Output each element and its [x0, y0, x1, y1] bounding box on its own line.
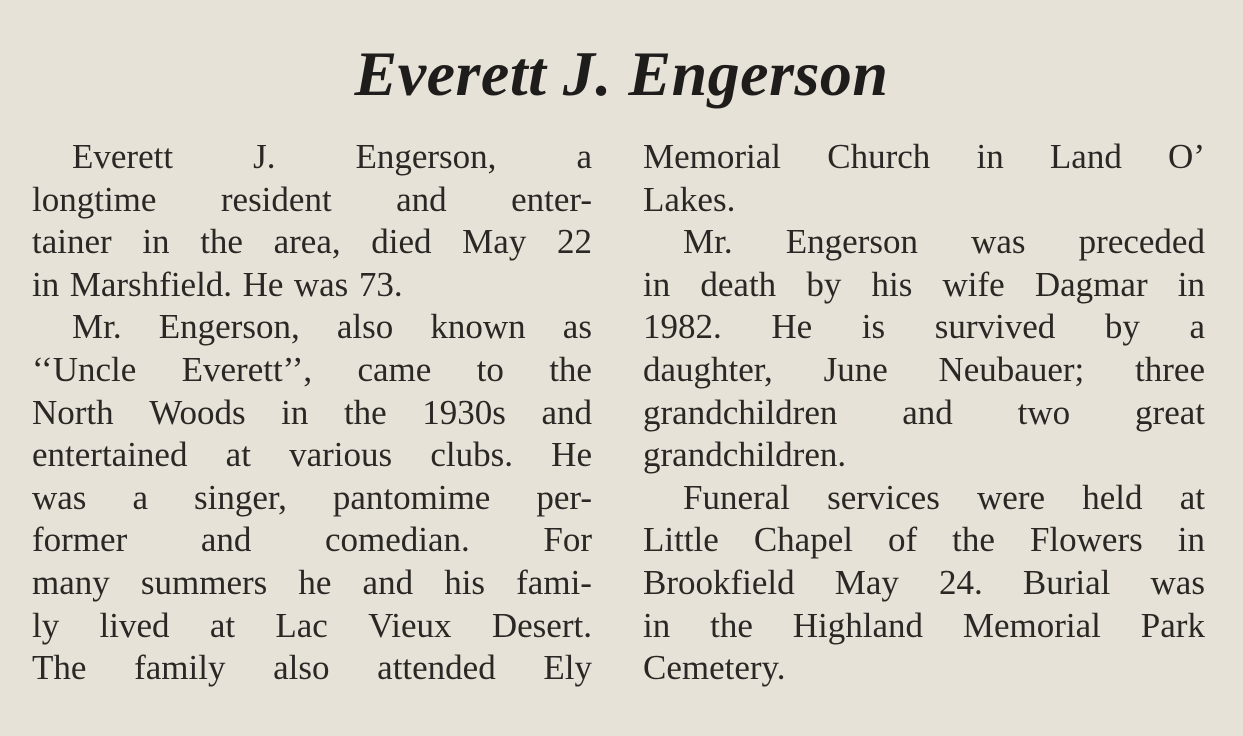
- text-line: [32, 477, 592, 520]
- text-word: enter-: [511, 179, 592, 219]
- text-word: and: [396, 179, 447, 219]
- text-line: [643, 136, 1205, 179]
- text-word: He: [771, 307, 813, 347]
- text-word: of: [887, 520, 918, 560]
- text-word: the: [952, 520, 995, 560]
- text-word: as: [562, 307, 592, 347]
- text-word: For: [543, 520, 592, 560]
- text-word: in: [1177, 520, 1205, 560]
- text-word: 24.: [939, 562, 983, 602]
- text-word: 22: [556, 222, 592, 262]
- text-line: [643, 434, 1205, 477]
- text-word: pantomime: [332, 477, 491, 517]
- text-word: Engerson: [785, 222, 918, 262]
- text-word: lived: [99, 605, 170, 645]
- text-word: grandchildren: [643, 392, 838, 432]
- text-line: [32, 221, 592, 264]
- text-word: Lakes.: [643, 179, 736, 219]
- text-word: Ely: [543, 648, 592, 688]
- text-line: [32, 349, 592, 392]
- text-word: various: [289, 435, 393, 475]
- text-line: [643, 221, 1205, 264]
- text-word: death: [700, 264, 777, 304]
- text-word: in: [142, 222, 170, 262]
- text-line: [32, 519, 592, 562]
- text-word: ‘‘Uncle: [32, 349, 137, 389]
- text-word: Dagmar: [1034, 264, 1148, 304]
- text-word: held: [1082, 477, 1143, 517]
- text-word: were: [977, 477, 1046, 517]
- text-word: a: [1189, 307, 1205, 347]
- text-word: also: [336, 307, 394, 347]
- text-column-left: [32, 136, 592, 690]
- text-word: his: [444, 562, 486, 602]
- text-word: and: [541, 392, 592, 432]
- text-word: at: [225, 435, 251, 475]
- text-word: he: [298, 562, 332, 602]
- text-word: by: [1104, 307, 1140, 347]
- text-word: was: [293, 264, 349, 304]
- text-word: services: [827, 477, 940, 517]
- text-word: The: [32, 648, 87, 688]
- text-word: attended: [377, 648, 496, 688]
- text-word: Memorial: [643, 137, 782, 176]
- text-word: entertained: [32, 435, 188, 475]
- text-word: was: [32, 477, 87, 517]
- text-word: family: [134, 648, 226, 688]
- text-word: was: [971, 222, 1026, 262]
- text-word: in: [976, 137, 1004, 176]
- text-line: [643, 605, 1205, 648]
- text-word: resident: [220, 179, 332, 219]
- text-word: is: [861, 307, 886, 347]
- text-word: summers: [140, 562, 268, 602]
- text-line: [643, 306, 1205, 349]
- text-word: Brookfield: [643, 562, 795, 602]
- text-word: the: [549, 349, 592, 389]
- text-line: [32, 647, 592, 690]
- text-word: known: [430, 307, 526, 347]
- text-word: survived: [934, 307, 1056, 347]
- text-word: area,: [273, 222, 341, 262]
- text-word: 1982.: [643, 307, 722, 347]
- text-word: came: [357, 349, 432, 389]
- text-word: the: [710, 605, 753, 645]
- text-word: his: [871, 264, 913, 304]
- text-word: in: [643, 605, 671, 645]
- text-word: singer,: [193, 477, 287, 517]
- text-word: tainer: [32, 222, 112, 262]
- text-word: in: [1177, 264, 1205, 304]
- text-line: [32, 605, 592, 648]
- text-word: Burial: [1022, 562, 1111, 602]
- text-word: Desert.: [491, 605, 592, 645]
- text-line: [32, 264, 592, 307]
- text-word: Woods: [149, 392, 246, 432]
- text-word: and: [362, 562, 414, 602]
- text-word: three: [1135, 349, 1205, 389]
- text-word: Funeral: [683, 477, 790, 517]
- text-word: Lac: [275, 605, 328, 645]
- text-word: the: [343, 392, 387, 432]
- text-line: [32, 179, 592, 222]
- text-word: O’: [1168, 137, 1205, 176]
- text-word: J.: [253, 137, 276, 176]
- text-line: [32, 434, 592, 477]
- text-word: Church: [827, 137, 931, 176]
- text-word: Park: [1140, 605, 1205, 645]
- text-word: June: [823, 349, 888, 389]
- text-word: fami-: [516, 562, 592, 602]
- text-word: Vieux: [368, 605, 452, 645]
- text-line: [32, 562, 592, 605]
- obituary-headline: Everett J. Engerson: [354, 38, 889, 109]
- text-word: Everett: [72, 137, 174, 176]
- text-line: [643, 562, 1205, 605]
- text-word: He: [242, 264, 284, 304]
- text-word: former: [32, 520, 128, 560]
- text-line: [643, 264, 1205, 307]
- text-word: by: [806, 264, 842, 304]
- text-word: to: [476, 349, 504, 389]
- text-line: [643, 477, 1205, 520]
- text-line: [32, 136, 592, 179]
- text-word: Engerson,: [158, 307, 300, 347]
- text-word: daughter,: [643, 349, 773, 389]
- text-line: [32, 306, 592, 349]
- text-word: May: [834, 562, 899, 602]
- text-word: per-: [536, 477, 592, 517]
- text-word: in: [643, 264, 671, 304]
- text-line: [643, 647, 1205, 690]
- text-column-right: [643, 136, 1205, 690]
- text-word: preceded: [1078, 222, 1205, 262]
- text-word: and: [902, 392, 953, 432]
- text-word: May: [462, 222, 527, 262]
- text-word: died: [371, 222, 432, 262]
- text-word: 1930s: [422, 392, 506, 432]
- text-word: North: [32, 392, 114, 432]
- text-word: Flowers: [1029, 520, 1143, 560]
- text-word: was: [1150, 562, 1205, 602]
- text-word: 73.: [358, 264, 403, 304]
- text-word: He: [551, 435, 592, 475]
- text-word: clubs.: [430, 435, 513, 475]
- text-word: the: [200, 222, 243, 262]
- text-word: ly: [32, 605, 60, 645]
- text-line: [643, 349, 1205, 392]
- text-word: a: [576, 137, 592, 176]
- text-word: Land: [1049, 137, 1122, 176]
- text-word: also: [273, 648, 330, 688]
- text-word: many: [32, 562, 110, 602]
- text-word: grandchildren.: [643, 435, 847, 475]
- text-word: in: [32, 264, 60, 304]
- text-word: Mr.: [72, 307, 122, 347]
- text-line: [643, 179, 1205, 222]
- text-word: wife: [942, 264, 1005, 304]
- text-word: at: [209, 605, 236, 645]
- text-word: a: [132, 477, 148, 517]
- text-word: Marshfield.: [69, 264, 233, 304]
- text-word: Memorial: [962, 605, 1101, 645]
- text-line: [643, 519, 1205, 562]
- text-word: and: [200, 520, 252, 560]
- text-word: at: [1179, 477, 1205, 517]
- text-word: Everett’’,: [181, 349, 313, 389]
- text-word: great: [1135, 392, 1205, 432]
- text-word: longtime: [32, 179, 157, 219]
- text-word: two: [1017, 392, 1071, 432]
- text-word: Neubauer;: [938, 349, 1085, 389]
- text-word: in: [281, 392, 309, 432]
- text-line: [643, 392, 1205, 435]
- text-word: Highland: [792, 605, 924, 645]
- text-word: Chapel: [753, 520, 853, 560]
- text-word: comedian.: [324, 520, 470, 560]
- text-word: Cemetery.: [643, 648, 786, 688]
- text-line: [32, 392, 592, 435]
- text-word: Engerson,: [355, 137, 497, 176]
- text-word: Mr.: [683, 222, 733, 262]
- text-word: Little: [643, 520, 719, 560]
